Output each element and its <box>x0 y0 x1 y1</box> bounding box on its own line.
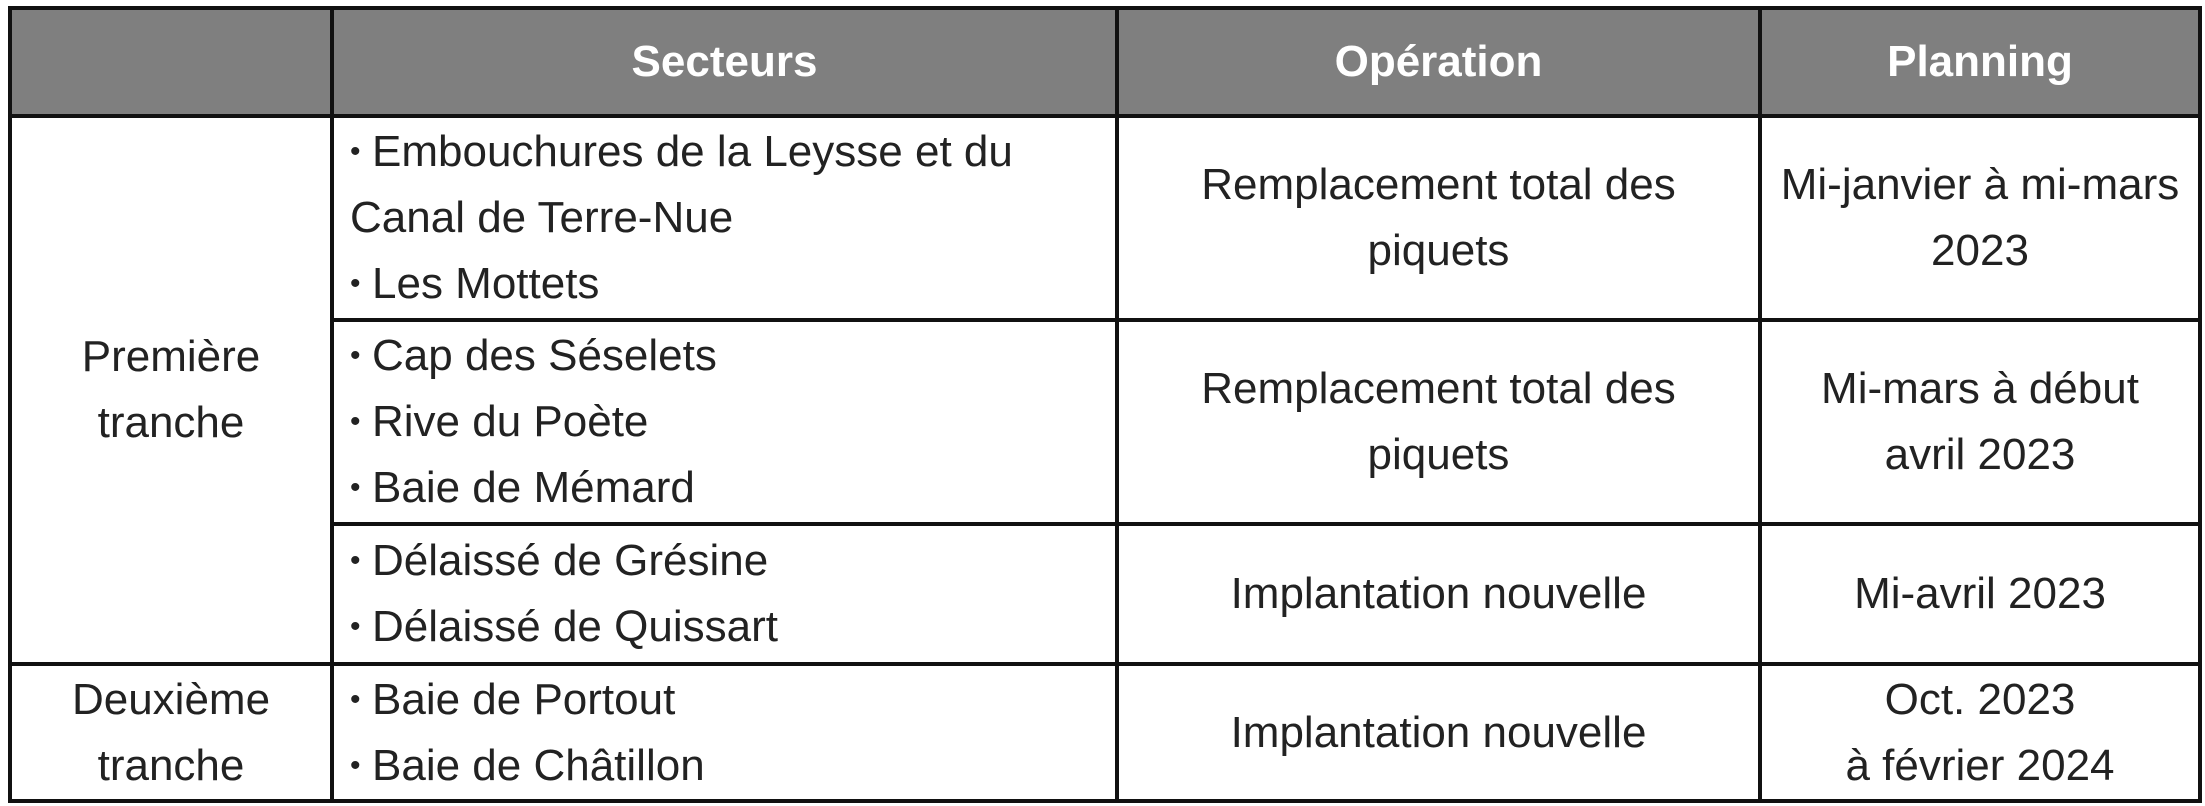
planning-cell: Oct. 2023 à février 2024 <box>1760 664 2200 801</box>
planning-cell: Mi-mars à début avril 2023 <box>1760 320 2200 524</box>
sector-label: Baie de Mémard <box>372 463 695 512</box>
sector-label: Cap des Séselets <box>372 331 717 380</box>
header-planning: Planning <box>1760 8 2200 116</box>
sector-list <box>350 528 1101 660</box>
planning-cell: Mi-avril 2023 <box>1760 524 2200 664</box>
bullet-icon: • <box>350 339 361 372</box>
operation-cell: Implantation nouvelle <box>1117 664 1760 801</box>
sector-label: Baie de Châtillon <box>372 740 705 790</box>
sectors-cell <box>332 524 1117 664</box>
sector-item <box>350 733 1101 799</box>
sector-item <box>350 251 1101 317</box>
header-secteurs: Secteurs <box>332 8 1117 116</box>
sector-list <box>350 667 1101 799</box>
bullet-icon: • <box>350 135 361 168</box>
sector-label: Délaissé de Grésine <box>372 536 769 585</box>
sector-label: Rive du Poète <box>372 397 649 446</box>
operation-cell: Remplacement total des piquets <box>1117 116 1760 320</box>
sector-label: Les Mottets <box>372 259 600 308</box>
sectors-cell <box>332 664 1117 801</box>
bullet-icon: • <box>350 471 361 504</box>
bullet-icon: • <box>350 610 361 643</box>
sector-item <box>350 455 1101 521</box>
sector-list <box>350 119 1101 317</box>
header-operation: Opération <box>1117 8 1760 116</box>
sector-item <box>350 389 1101 455</box>
tranche-cell-second: Deuxième tranche <box>10 664 332 801</box>
bullet-icon: • <box>350 682 361 716</box>
table-row <box>10 524 2200 664</box>
bullet-icon: • <box>350 544 361 577</box>
schedule-table <box>8 6 2202 803</box>
table-row <box>10 116 2200 320</box>
table-row <box>10 320 2200 524</box>
table-row <box>10 664 2200 801</box>
sector-label: Délaissé de Quissart <box>372 602 778 651</box>
sector-label: Embouchures de la Leysse et du Canal de Terre-Nue <box>350 127 1013 242</box>
operation-cell: Remplacement total des piquets <box>1117 320 1760 524</box>
sector-label: Baie de Portout <box>372 674 676 724</box>
sector-item <box>350 528 1101 594</box>
bullet-icon: • <box>350 748 361 782</box>
tranche-cell-first: Première tranche <box>10 116 332 664</box>
sector-item <box>350 323 1101 389</box>
operation-cell: Implantation nouvelle <box>1117 524 1760 664</box>
header-empty-cell <box>10 8 332 116</box>
sectors-cell <box>332 320 1117 524</box>
header-row <box>10 8 2200 116</box>
schedule-table-wrapper <box>8 6 2202 803</box>
sector-item <box>350 667 1101 733</box>
bullet-icon: • <box>350 267 361 300</box>
sector-item <box>350 119 1101 251</box>
sectors-cell <box>332 116 1117 320</box>
sector-item <box>350 594 1101 660</box>
planning-cell: Mi-janvier à mi-mars 2023 <box>1760 116 2200 320</box>
bullet-icon: • <box>350 405 361 438</box>
sector-list <box>350 323 1101 521</box>
